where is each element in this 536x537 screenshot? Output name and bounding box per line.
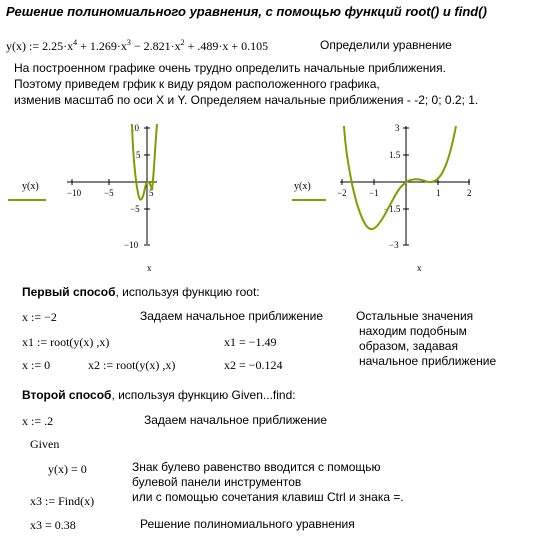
plot-2-y-tick: 1.5 <box>389 150 401 160</box>
plot-1-y-tick: −5 <box>130 204 140 214</box>
method-2-heading <box>22 388 296 402</box>
given-constraint[interactable]: y(x) = 0 <box>48 462 87 476</box>
method-1-note-line: Остальные значения <box>356 309 474 323</box>
method-2-heading-rest: , используя функцию Given...find: <box>111 388 296 402</box>
given-constraint-note <box>132 460 404 505</box>
method-2-x3-result[interactable]: x3 = 0.38 <box>30 518 76 532</box>
equation-power-2: 2 <box>180 38 185 47</box>
method-1-x-init-comment: Задаем начальное приближение <box>140 309 323 323</box>
method-1-x-init[interactable]: x := −2 <box>22 310 57 324</box>
equation-comment: Определили уравнение <box>320 38 452 52</box>
given-keyword[interactable]: Given <box>30 437 60 451</box>
plot-2-x-label: x <box>417 263 422 273</box>
method-1-heading-bold: Первый способ <box>22 285 116 299</box>
method-2-x3-comment: Решение полиномиального уравнения <box>140 517 355 531</box>
plot-1-x-tick: −10 <box>67 188 82 198</box>
method-2-x-init[interactable]: x := .2 <box>22 414 54 428</box>
page-title: Решение полиномиального уравнения, с помощью функций root() и find() <box>6 4 487 19</box>
method-1-x2-result[interactable]: x2 = −0.124 <box>224 358 283 372</box>
intro-line: Поэтому приведем грфик к виду рядом расположенного графика, <box>14 77 380 91</box>
plot-2-legend-label: y(x) <box>294 181 311 192</box>
method-2-heading-bold: Второй способ <box>22 388 112 402</box>
method-1-note-line: начальное приближение <box>359 354 497 368</box>
given-note-line: или с помощью сочетания клавиш Ctrl и знака =. <box>132 490 404 504</box>
plot-1-y-tick: 10 <box>130 123 139 133</box>
equation-definition[interactable] <box>6 38 268 54</box>
equation-term-2: + 1.269·x <box>77 39 127 53</box>
method-1-note-line: находим подобным <box>359 324 467 338</box>
plot-2-x-tick: 2 <box>467 188 472 198</box>
plot-2-x-tick: 1 <box>436 188 441 198</box>
plot-2-y-tick: −1.5 <box>384 204 401 214</box>
given-note-line: булевой панели инструментов <box>132 475 302 489</box>
method-1-heading <box>22 285 260 299</box>
equation-term-3: − 2.821·x <box>130 39 181 53</box>
equation-term-1: y(x) := 2.25·x <box>6 39 74 53</box>
method-1-x-zero[interactable]: x := 0 <box>22 358 51 372</box>
method-1-heading-rest: , используя функцию root: <box>115 285 260 299</box>
method-2-x-init-comment: Задаем начальное приближение <box>144 413 327 427</box>
method-1-note <box>356 309 496 369</box>
plot-1[interactable] <box>0 118 180 280</box>
method-1-note-line: образом, задавая <box>359 339 458 353</box>
plot-2-y-tick: −3 <box>389 240 399 250</box>
method-2-x3-definition[interactable]: x3 := Find(x) <box>30 494 95 508</box>
equation-power-4: 4 <box>73 38 78 47</box>
equation-power-3: 3 <box>126 38 131 47</box>
plot-1-x-tick: 5 <box>149 188 154 198</box>
plot-2-x-tick: −1 <box>369 188 379 198</box>
method-1-x1-result[interactable]: x1 = −1.49 <box>224 335 277 349</box>
intro-line: изменив масштаб по оси X и Y. Определяем начальные приближения - -2; 0; 0.2; 1. <box>14 93 479 107</box>
given-note-line: Знак булево равенство вводится с помощью <box>132 460 381 474</box>
plot-1-x-tick: −5 <box>104 188 114 198</box>
plot-1-legend-label: y(x) <box>22 181 39 192</box>
plot-1-x-label: x <box>147 263 152 273</box>
intro-text <box>14 60 478 108</box>
plot-2[interactable] <box>280 118 480 280</box>
plot-2-y-tick: 3 <box>395 123 400 133</box>
plot-1-y-tick: −10 <box>124 240 139 250</box>
plot-1-y-tick: 5 <box>136 150 141 160</box>
method-1-x2-definition[interactable]: x2 := root(y(x) ,x) <box>88 358 176 372</box>
method-1-x1-definition[interactable]: x1 := root(y(x) ,x) <box>22 335 110 349</box>
equation-term-4: + .489·x + 0.105 <box>184 39 269 53</box>
intro-line: На построенном графике очень трудно определить начальные приближения. <box>14 61 446 75</box>
plot-2-x-tick: −2 <box>337 188 347 198</box>
